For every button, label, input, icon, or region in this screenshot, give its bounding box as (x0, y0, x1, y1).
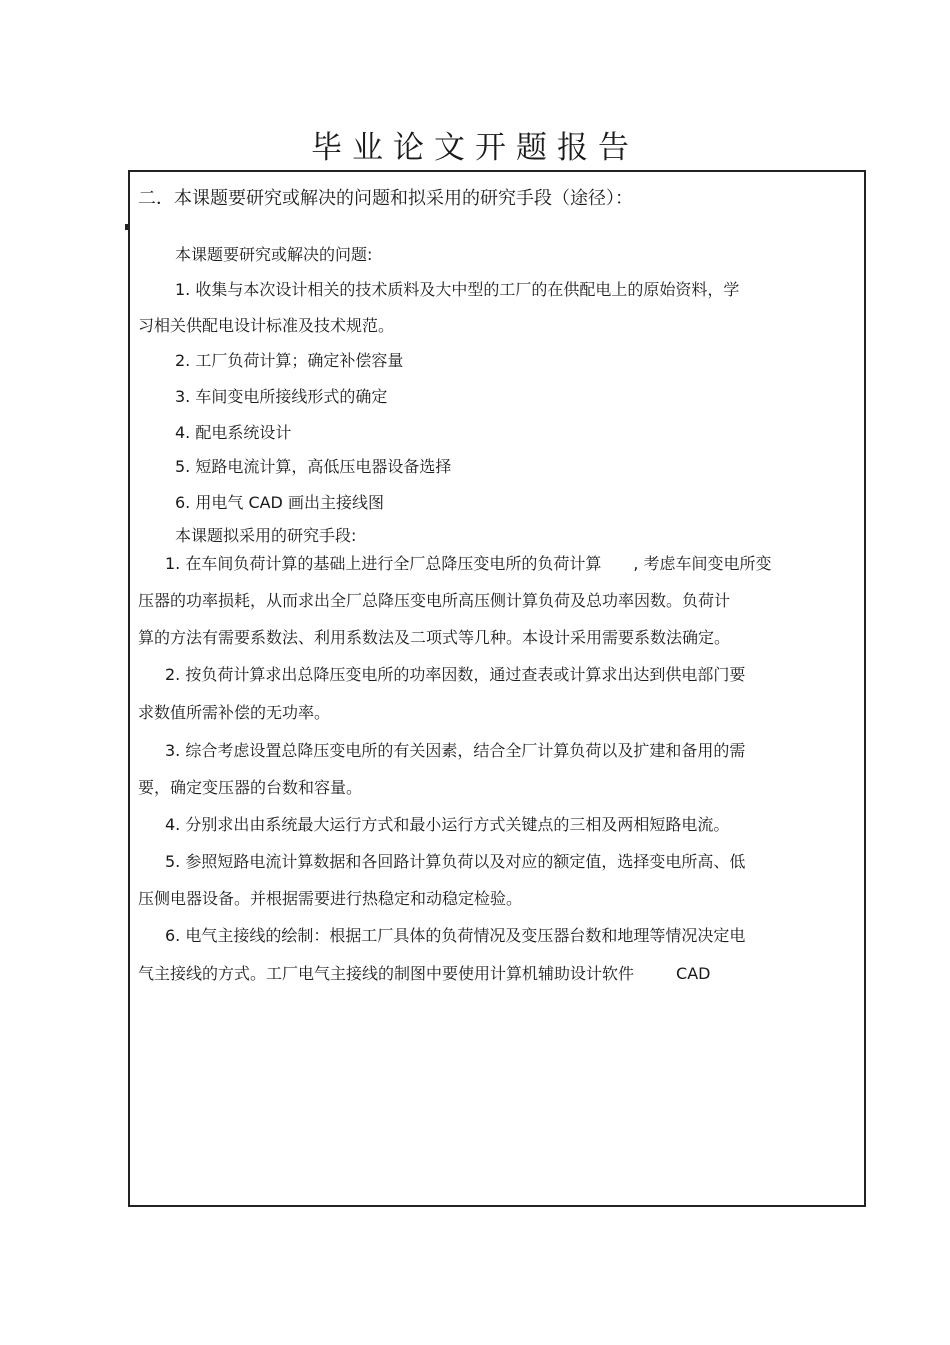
problem-item: 3. 车间变电所接线形式的确定 (175, 387, 388, 406)
method-line: 要，确定变压器的台数和容量。 (138, 778, 363, 797)
problems-intro: 本课题要研究或解决的问题: (175, 245, 373, 264)
cad-label: CAD (676, 964, 711, 983)
method-1-part-a: 1. 在车间负荷计算的基础上进行全厂总降压变电所的负荷计算 (165, 554, 602, 573)
methods-intro: 本课题拟采用的研究手段: (175, 526, 357, 545)
method-line: 6. 电气主接线的绘制：根据工厂具体的负荷情况及变压器台数和地理等情况决定电 (165, 926, 746, 945)
method-1-part-b: , 考虑车间变电所变 (633, 554, 772, 573)
problem-item: 2. 工厂负荷计算；确定补偿容量 (175, 351, 404, 370)
method-line: 求数值所需补偿的无功率。 (138, 703, 331, 722)
problem-item: 5. 短路电流计算，高低压电器设备选择 (175, 457, 452, 476)
method-line (138, 961, 710, 984)
method-6-text: 气主接线的方式。工厂电气主接线的制图中要使用计算机辅助设计软件 (138, 964, 635, 983)
problem-item: 习相关供配电设计标准及技术规范。 (138, 316, 395, 335)
method-line: 3. 综合考虑设置总降压变电所的有关因素，结合全厂计算负荷以及扩建和备用的需 (165, 741, 746, 760)
problem-item: 1. 收集与本次设计相关的技术质料及大中型的工厂的在供配电上的原始资料，学 (175, 280, 740, 299)
method-line: 压器的功率损耗，从而求出全厂总降压变电所高压侧计算负荷及总功率因数。负荷计 (138, 591, 731, 610)
method-line: 5. 参照短路电流计算数据和各回路计算负荷以及对应的额定值，选择变电所高、低 (165, 852, 746, 871)
method-line (165, 551, 772, 574)
margin-mark (125, 224, 128, 230)
problem-item: 6. 用电气 CAD 画出主接线图 (175, 493, 384, 512)
problem-item: 4. 配电系统设计 (175, 423, 292, 442)
page-title: 毕业论文开题报告 (311, 130, 639, 166)
method-line: 压侧电器设备。并根据需要进行热稳定和动稳定检验。 (138, 889, 523, 908)
method-line: 4. 分别求出由系统最大运行方式和最小运行方式关键点的三相及两相短路电流。 (165, 815, 730, 834)
method-line: 2. 按负荷计算求出总降压变电所的功率因数，通过查表或计算求出达到供电部门要 (165, 665, 746, 684)
section-heading: 二．本课题要研究或解决的问题和拟采用的研究手段（途径）： (138, 188, 633, 209)
method-line: 算的方法有需要系数法、利用系数法及二项式等几种。本设计采用需要系数法确定。 (138, 628, 731, 647)
